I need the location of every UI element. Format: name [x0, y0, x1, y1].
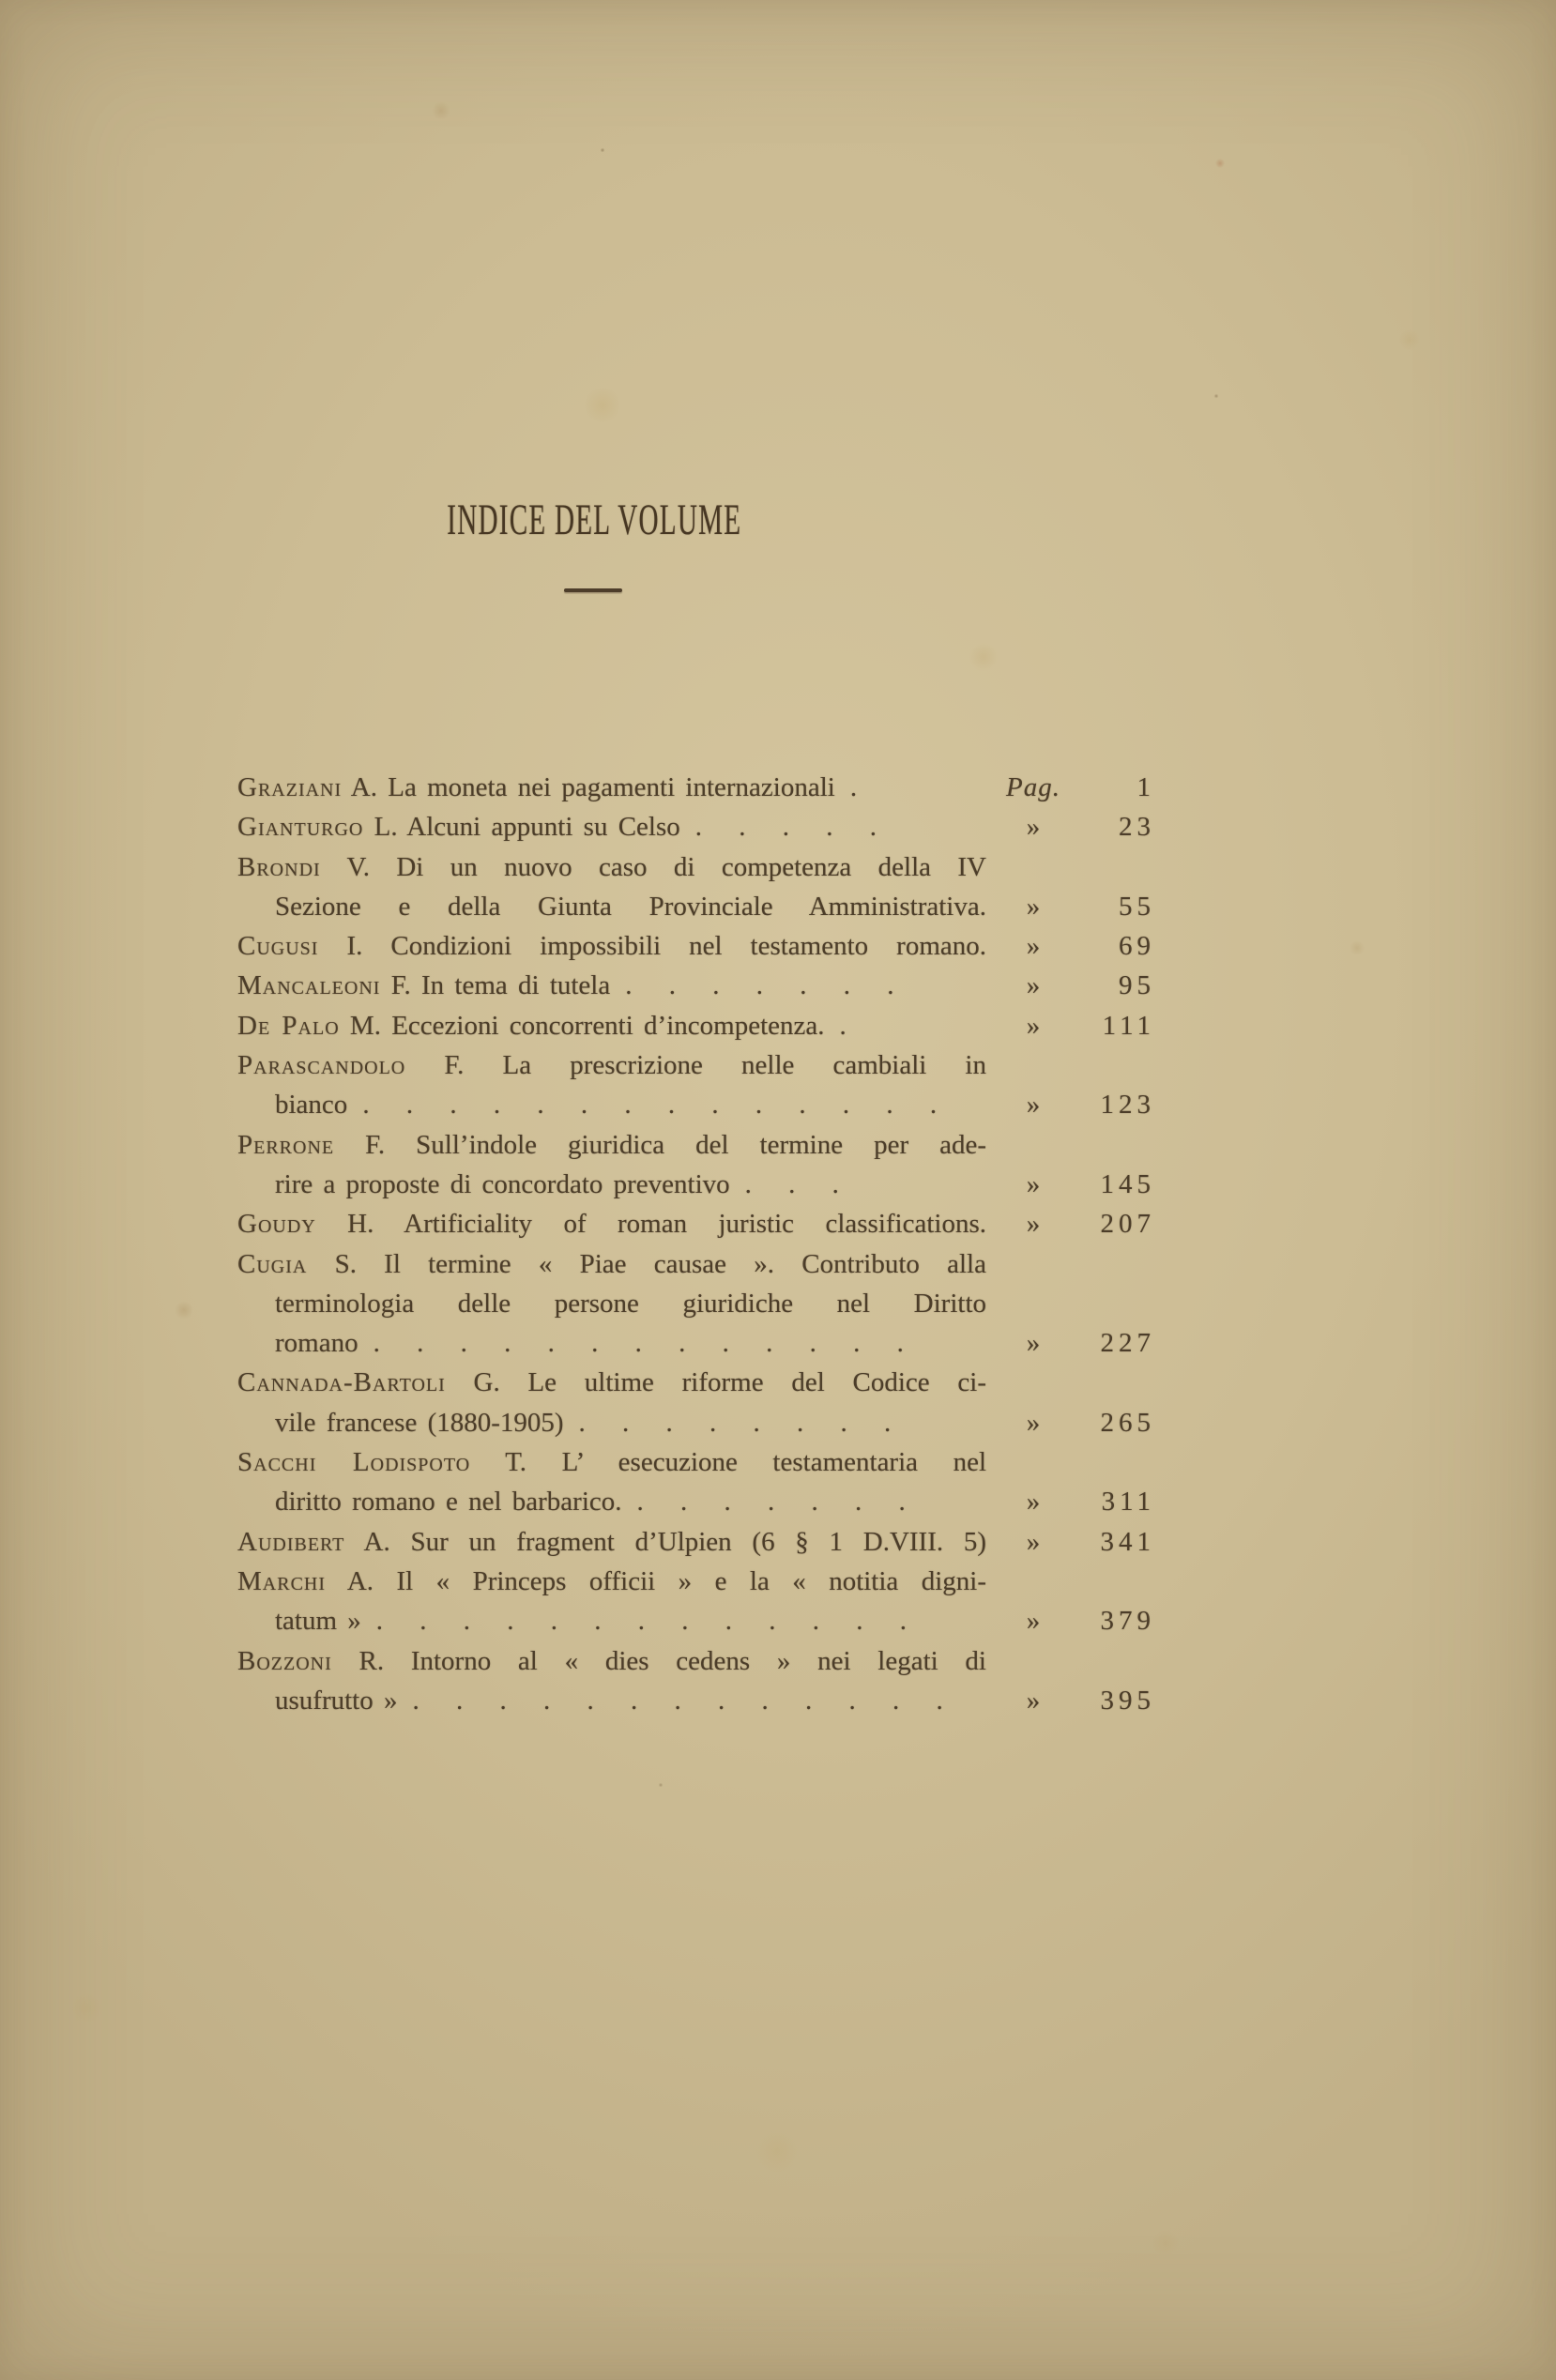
toc-line-body [237, 926, 986, 966]
toc-line [237, 1403, 1159, 1442]
author-name: Goudy [237, 1209, 316, 1240]
entry-text: F. In tema di tutela [380, 970, 611, 1001]
author-name: Sacchi Lodispoto [237, 1447, 471, 1478]
toc-line-body [237, 1681, 986, 1720]
toc-line-text [237, 768, 835, 807]
dot-leader: . . . . . . . [636, 1487, 906, 1518]
toc-line-body [237, 847, 986, 887]
entry-text: F. Sull’indole giuridica del termine per ade- [334, 1129, 986, 1160]
toc [237, 768, 1159, 1720]
entry-text: A. Sur un fragment d’Ulpien (6 § 1 D.VIII. 5) [344, 1526, 986, 1557]
toc-line-body [237, 1244, 986, 1284]
page-ref-label: » [1026, 1407, 1041, 1438]
page-number: 95 [1119, 970, 1155, 1001]
page-ref-label: » [1026, 1606, 1041, 1637]
toc-line [237, 1244, 1159, 1284]
author-name: Mancaleoni [237, 970, 381, 1001]
toc-line-body [237, 1403, 986, 1442]
entry-text: usufrutto » [275, 1685, 398, 1716]
toc-line-text [237, 1204, 986, 1243]
toc-line-text [237, 1363, 986, 1402]
toc-line-text [275, 1681, 397, 1720]
toc-line-body [237, 1601, 986, 1640]
page-title [237, 496, 951, 544]
toc-line-body [237, 1284, 986, 1323]
toc-line-body [237, 1562, 986, 1601]
toc-line [237, 1522, 1159, 1562]
page-ref-label: » [1026, 1685, 1041, 1716]
toc-line-body [237, 966, 986, 1005]
toc-line [237, 1284, 1159, 1323]
entry-text: romano [275, 1328, 358, 1359]
toc-line-body [237, 887, 986, 926]
toc-line [237, 768, 1159, 807]
toc-line-text [237, 1442, 986, 1482]
author-name: Graziani [237, 772, 343, 802]
entry-text: S. Il termine « Piae causae ». Contributo alla [307, 1248, 986, 1279]
toc-line-text [275, 1323, 358, 1363]
author-name: De Palo [237, 1010, 340, 1041]
toc-line-body [237, 1125, 986, 1165]
page-number: 311 [1101, 1487, 1155, 1518]
page-number: 395 [1100, 1685, 1155, 1716]
entry-text: M. Eccezioni concorrenti d’incompetenza. [339, 1010, 825, 1041]
page-number: 1 [1136, 772, 1155, 802]
page-ref-label: » [1026, 1168, 1041, 1199]
author-name: Cannada-Bartoli [237, 1367, 446, 1398]
toc-line [237, 1125, 1159, 1165]
dot-leader: . . . . . . . . . . . . . [375, 1606, 908, 1637]
page-number: 123 [1100, 1090, 1155, 1121]
author-name: Gianturgo [237, 812, 364, 843]
toc-line [237, 1045, 1159, 1085]
dot-leader: . . . [744, 1168, 839, 1199]
toc-line [237, 1323, 1159, 1363]
page-ref-label: » [1026, 1526, 1041, 1557]
entry-text: diritto romano e nel barbarico. [275, 1487, 622, 1518]
toc-line-body [237, 807, 986, 847]
entry-text: T. L’ esecuzione testamentaria nel [470, 1447, 987, 1478]
dot-leader: . . . . . . . . . . . . . [412, 1685, 943, 1716]
toc-line-body [237, 1204, 986, 1243]
toc-line [237, 1442, 1159, 1482]
toc-line-text [275, 1601, 361, 1640]
author-name: Cugia [237, 1248, 308, 1279]
toc-line [237, 887, 1159, 926]
toc-line-body [237, 1363, 986, 1402]
entry-text: Sezione e della Giunta Provinciale Amministrativa. [275, 891, 986, 922]
entry-text: G. Le ultime riforme del Codice ci- [445, 1367, 986, 1398]
entry-text: rire a proposte di concordato preventivo [275, 1168, 730, 1199]
page-title-text: INDICE DEL VOLUME [446, 496, 742, 544]
page-ref-label: » [1026, 1487, 1041, 1518]
entry-text: I. Condizioni impossibili nel testamento romano. [318, 931, 986, 962]
entry-text: A. La moneta nei pagamenti internazionali [342, 772, 835, 802]
author-name: Audibert [237, 1526, 345, 1557]
toc-line-text [237, 1125, 986, 1165]
page-number: 55 [1119, 891, 1155, 922]
dot-leader: . . . . . . . . [578, 1407, 892, 1438]
toc-line-body [237, 1482, 986, 1521]
dot-leader: . . . . . . . . . . . . . [373, 1328, 904, 1359]
toc-line-text [275, 1482, 622, 1521]
page-number: 207 [1100, 1209, 1155, 1240]
page-ref-label: » [1026, 1209, 1041, 1240]
page-number: 145 [1100, 1168, 1155, 1199]
toc-line [237, 807, 1159, 847]
title-rule [564, 588, 622, 592]
toc-line [237, 1641, 1159, 1681]
toc-line-text [237, 1641, 986, 1681]
toc-line-body [237, 1165, 986, 1204]
toc-line-text [237, 807, 680, 847]
toc-line [237, 1363, 1159, 1402]
entry-text: bianco [275, 1090, 348, 1121]
page-number: 379 [1100, 1606, 1155, 1637]
toc-line-text [275, 1085, 347, 1124]
toc-line-body [237, 1522, 986, 1562]
toc-line [237, 1482, 1159, 1521]
page-number: 341 [1100, 1526, 1155, 1557]
toc-line-text [275, 1284, 986, 1323]
page-ref-label: » [1026, 1328, 1041, 1359]
toc-line-text [237, 1244, 986, 1284]
author-name: Bozzoni [237, 1645, 332, 1676]
page-ref-label: » [1026, 1010, 1041, 1041]
toc-line-text [237, 1045, 986, 1085]
page-ref-label: » [1026, 891, 1041, 922]
entry-text: terminologia delle persone giuridiche nel Diritto [275, 1288, 986, 1319]
page-number: 227 [1100, 1328, 1155, 1359]
entry-text: F. La prescrizione nelle cambiali in [405, 1050, 986, 1081]
toc-line-text [275, 1403, 564, 1442]
author-name: Cugusi [237, 931, 319, 962]
toc-line-body [237, 1641, 986, 1681]
toc-line-text [237, 847, 986, 887]
entry-text: vile francese (1880-1905) [275, 1407, 564, 1438]
toc-line-body [237, 1006, 986, 1045]
entry-text: R. Intorno al « dies cedens » nei legati di [331, 1645, 986, 1676]
page-ref-label: » [1026, 812, 1041, 843]
page-ref-label: » [1026, 931, 1041, 962]
entry-text: tatum » [275, 1606, 361, 1637]
toc-line-body [237, 1045, 986, 1085]
entry-text: V. Di un nuovo caso di competenza della IV [320, 851, 986, 882]
toc-line [237, 1165, 1159, 1204]
author-name: Perrone [237, 1129, 335, 1160]
dot-leader: . . . . . [694, 812, 877, 843]
author-name: Marchi [237, 1565, 327, 1596]
toc-line [237, 1601, 1159, 1640]
toc-line-body [237, 768, 986, 807]
page-ref-label: Pag. [1006, 772, 1060, 802]
page-ref-label: » [1026, 970, 1041, 1001]
dot-leader: . . . . . . . [625, 970, 894, 1001]
dot-leader: . [839, 1010, 847, 1041]
toc-line-body [237, 1085, 986, 1124]
toc-line-body [237, 1323, 986, 1363]
author-name: Parascandolo [237, 1050, 406, 1081]
toc-line-text [237, 1522, 986, 1562]
toc-line-text [237, 966, 610, 1005]
entry-text: H. Artificiality of roman juristic classifications. [315, 1209, 986, 1240]
page-number: 23 [1119, 812, 1155, 843]
toc-line [237, 1204, 1159, 1243]
toc-line [237, 847, 1159, 887]
toc-line [237, 1085, 1159, 1124]
page-number: 69 [1119, 931, 1155, 962]
author-name: Brondi [237, 851, 321, 882]
toc-line-body [237, 1442, 986, 1482]
toc-line-text [237, 926, 986, 966]
dot-leader: . . . . . . . . . . . . . . [362, 1090, 938, 1121]
dot-leader: . [849, 772, 858, 802]
toc-line [237, 1681, 1159, 1720]
entry-text: A. Il « Princeps officii » e la « notitia digni- [326, 1565, 986, 1596]
page-number: 111 [1102, 1010, 1155, 1041]
page-ref-label: » [1026, 1090, 1041, 1121]
toc-line-text [237, 1006, 825, 1045]
toc-line-text [275, 1165, 730, 1204]
page-number: 265 [1100, 1407, 1155, 1438]
toc-line [237, 926, 1159, 966]
toc-line [237, 1006, 1159, 1045]
toc-line-text [275, 887, 986, 926]
toc-line [237, 1562, 1159, 1601]
toc-line [237, 966, 1159, 1005]
entry-text: L. Alcuni appunti su Celso [363, 812, 680, 843]
toc-line-text [237, 1562, 986, 1601]
